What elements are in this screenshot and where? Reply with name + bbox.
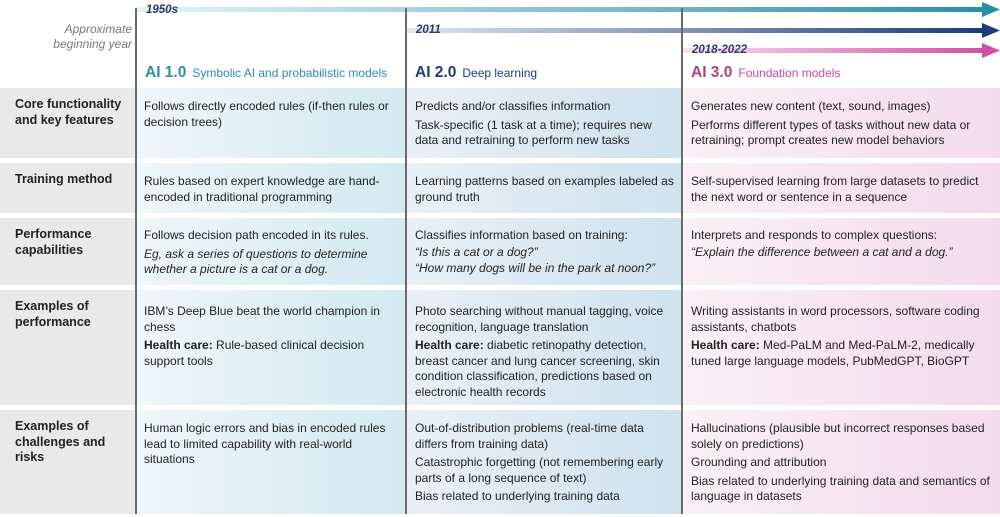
- row-separator: [0, 213, 1000, 218]
- cell-ai1-core-functionality: [144, 99, 402, 133]
- year-label-ai2: 2011: [416, 24, 441, 36]
- cell-example-text: Eg, ask a series of questions to determine whether a picture is a cat or a dog.: [144, 246, 368, 276]
- year-label-ai1: 1950s: [146, 4, 178, 16]
- row-separator: [0, 285, 1000, 290]
- cell-text: Performs different types of tasks without new data or retraining; prompt creates new model behaviors: [691, 117, 971, 147]
- row-separator: [0, 405, 1000, 410]
- cell-ai1-challenges-and-risks: [144, 421, 402, 471]
- cell-text: Bias related to underlying training data and semantics of language in datasets: [691, 473, 990, 503]
- cell-text: Writing assistants in word processors, software coding assistants, chatbots: [691, 304, 980, 334]
- cell-ai2-training-method: [415, 174, 677, 208]
- row-label-performance-capabilities: Performance capabilities: [0, 218, 135, 285]
- row-label-training-method: Training method: [0, 163, 135, 213]
- cell-text: Photo searching without manual tagging, voice recognition, language translation: [415, 304, 664, 334]
- cell-ai3-performance-capabilities: [691, 228, 991, 263]
- cell-text: Rule-based clinical decision support tools: [144, 338, 365, 368]
- era-header-ai2: [415, 64, 537, 82]
- cell-text: Bias related to underlying training data: [415, 489, 620, 503]
- cell-text: Interprets and responds to complex questions:: [691, 228, 938, 242]
- cell-text: Med-PaLM and Med-PaLM-2, medically tuned large language models, PubMedGPT, BioGPT: [691, 338, 975, 368]
- health-care-line: [691, 338, 991, 369]
- era-name: AI 2.0: [415, 64, 457, 81]
- cell-ai1-training-method: [144, 174, 402, 208]
- cell-text: IBM’s Deep Blue beat the world champion in chess: [144, 304, 380, 334]
- era-header-ai1: [145, 64, 387, 82]
- row-label-challenges-and-risks: Examples of challenges and risks: [0, 410, 135, 514]
- timeline-arrow-ai1: [136, 2, 1000, 18]
- cell-text: Grounding and attribution: [691, 455, 827, 469]
- cell-ai2-challenges-and-risks: [415, 421, 677, 508]
- cell-text: Task-specific (1 task at a time); requires new data and retraining to perform new tasks: [415, 117, 652, 147]
- year-label-ai3: 2018-2022: [692, 44, 747, 56]
- cell-ai1-performance-capabilities: [144, 228, 402, 281]
- cell-text: Generates new content (text, sound, images): [691, 99, 931, 113]
- row-separator: [0, 158, 1000, 163]
- cell-text: Catastrophic forgetting (not remembering early parts of a long sequence of text): [415, 455, 664, 485]
- cell-ai3-challenges-and-risks: [691, 421, 991, 508]
- cell-ai3-examples-of-performance: [691, 304, 991, 372]
- health-care-label: Health care:: [144, 338, 213, 352]
- cell-text: Follows decision path encoded in its rules.: [144, 228, 369, 242]
- health-care-label: Health care:: [415, 338, 484, 352]
- cell-ai3-core-functionality: [691, 99, 991, 152]
- approximate-year-label: Approximate beginning year: [53, 22, 132, 51]
- cell-example-question: “Is this a cat or a dog?”: [415, 244, 538, 259]
- cell-text: Rules based on expert knowledge are hand-encoded in traditional programming: [144, 174, 380, 204]
- health-care-label: Health care:: [691, 338, 760, 352]
- cell-ai2-performance-capabilities: [415, 228, 677, 280]
- cell-example-question: “How many dogs will be in the park at noon?”: [415, 261, 656, 275]
- era-subtitle: Deep learning: [462, 66, 538, 80]
- cell-text: Learning patterns based on examples labeled as ground truth: [415, 174, 674, 204]
- cell-ai2-examples-of-performance: [415, 304, 679, 403]
- cell-text: Hallucinations (plausible but incorrect responses based solely on predictions): [691, 421, 985, 451]
- era-subtitle: Symbolic AI and probabilistic models: [192, 66, 388, 80]
- era-name: AI 1.0: [145, 64, 187, 81]
- era-subtitle: Foundation models: [738, 66, 841, 80]
- cell-text: Human logic errors and bias in encoded rules lead to limited capability with real-world situations: [144, 421, 386, 466]
- era-name: AI 3.0: [691, 64, 733, 81]
- row-label-core-functionality: Core functionality and key features: [0, 88, 135, 158]
- cell-ai1-examples-of-performance: [144, 304, 402, 372]
- row-label-examples-of-performance: Examples of performance: [0, 290, 135, 405]
- health-care-line: [144, 338, 402, 369]
- timeline-arrow-ai2: [406, 23, 1000, 39]
- cell-ai3-training-method: [691, 174, 991, 208]
- cell-example-question: “Explain the difference between a cat and a dog.”: [691, 244, 953, 259]
- cell-text: Predicts and/or classifies information: [415, 99, 611, 113]
- ai1-divider-line: [135, 8, 137, 514]
- cell-text: Out-of-distribution problems (real-time data differs from training data): [415, 421, 644, 451]
- ai2-divider-line: [405, 8, 407, 514]
- cell-text: Classifies information based on training:: [415, 228, 628, 242]
- era-header-ai3: [691, 64, 840, 82]
- cell-text: Follows directly encoded rules (if-then rules or decision trees): [144, 99, 389, 129]
- cell-text: diabetic retinopathy detection, breast cancer and lung cancer screening, skin condition classification, predictions based on electronic health records: [415, 338, 660, 399]
- health-care-line: [415, 338, 679, 400]
- cell-ai2-core-functionality: [415, 99, 677, 152]
- cell-text: Self-supervised learning from large datasets to predict the next word or sentence in a sequence: [691, 174, 979, 204]
- ai3-divider-line: [681, 8, 683, 514]
